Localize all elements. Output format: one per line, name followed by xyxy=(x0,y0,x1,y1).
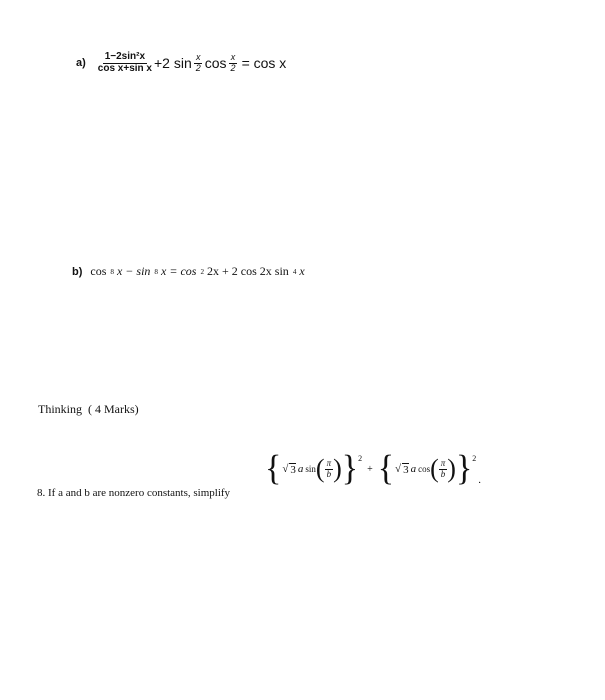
half-num: x xyxy=(195,52,201,63)
exponent-2: 2 xyxy=(472,454,477,463)
part-a-half-fraction-2 xyxy=(229,53,238,73)
b-2: b xyxy=(440,468,446,479)
right-brace-2: } xyxy=(455,449,473,488)
sqrt-radicand-1: 3 xyxy=(290,463,296,476)
part-a-half-fraction-1 xyxy=(194,53,203,73)
question-8-text: 8. If a and b are nonzero constants, simplify xyxy=(37,487,231,499)
part-b-exp-2: 2 xyxy=(200,267,205,276)
part-a-fraction-denominator: cos x+sin x xyxy=(97,62,152,74)
left-paren-1: ( xyxy=(315,454,325,483)
part-b-exp-8b: 8 xyxy=(154,267,159,276)
part-b-mid: 2x + 2 cos 2x sin xyxy=(207,264,289,278)
sqrt-radicand-2: 3 xyxy=(403,463,409,476)
part-b-exp-8a: 8 xyxy=(110,267,114,276)
part-b-x1: x − sin xyxy=(116,264,151,278)
part-a-equation xyxy=(76,52,286,74)
cos-word: cos xyxy=(418,464,431,474)
part-a-fraction-numerator: 1−2sin²x xyxy=(104,51,146,62)
part-b-x3: x xyxy=(299,264,305,278)
right-paren-1: ) xyxy=(333,454,342,483)
part-a-label: a) xyxy=(76,57,86,69)
exponent-1: 2 xyxy=(358,454,363,463)
b-1: b xyxy=(326,468,332,479)
right-brace-1: } xyxy=(341,449,359,488)
part-a-plus-term: +2 sin xyxy=(153,55,192,71)
pi-over-b-1 xyxy=(325,459,334,479)
pi-1: π xyxy=(326,458,332,469)
period: . xyxy=(478,474,482,486)
sin-word: sin xyxy=(305,464,316,474)
left-brace-1: { xyxy=(265,449,282,488)
part-b-cos: cos xyxy=(90,264,107,278)
a-var-2: a xyxy=(410,463,417,475)
a-var-1: a xyxy=(297,463,304,475)
part-a-rhs: = cos x xyxy=(241,55,287,71)
right-paren-2: ) xyxy=(447,454,456,483)
pi-2: π xyxy=(440,458,446,469)
part-b-label: b) xyxy=(72,265,83,278)
left-paren-2: ( xyxy=(430,454,439,483)
half-num: x xyxy=(230,52,236,63)
section-marks: ( 4 Marks) xyxy=(88,402,139,416)
section-heading xyxy=(38,402,139,417)
half-den: 2 xyxy=(195,62,201,73)
part-b-x2: x = cos xyxy=(161,264,197,278)
part-a-cos: cos xyxy=(204,55,227,71)
part-a-fraction xyxy=(96,52,154,74)
question-8-expression: { √ 3 a sin ( $\frac{\pi}{b}$ ) } $^2$ + { √ 3 a cos ( $\frac{\pi}{b}$ ) } $^2$ . xyxy=(265,449,482,488)
part-b-exp-4: 4 xyxy=(292,267,297,276)
left-brace-2: { xyxy=(377,449,395,488)
half-den: 2 xyxy=(230,62,236,73)
pi-over-b-2 xyxy=(439,459,448,479)
part-b-equation xyxy=(72,264,305,279)
section-title: Thinking xyxy=(38,402,82,416)
plus-sign: + xyxy=(367,463,373,475)
